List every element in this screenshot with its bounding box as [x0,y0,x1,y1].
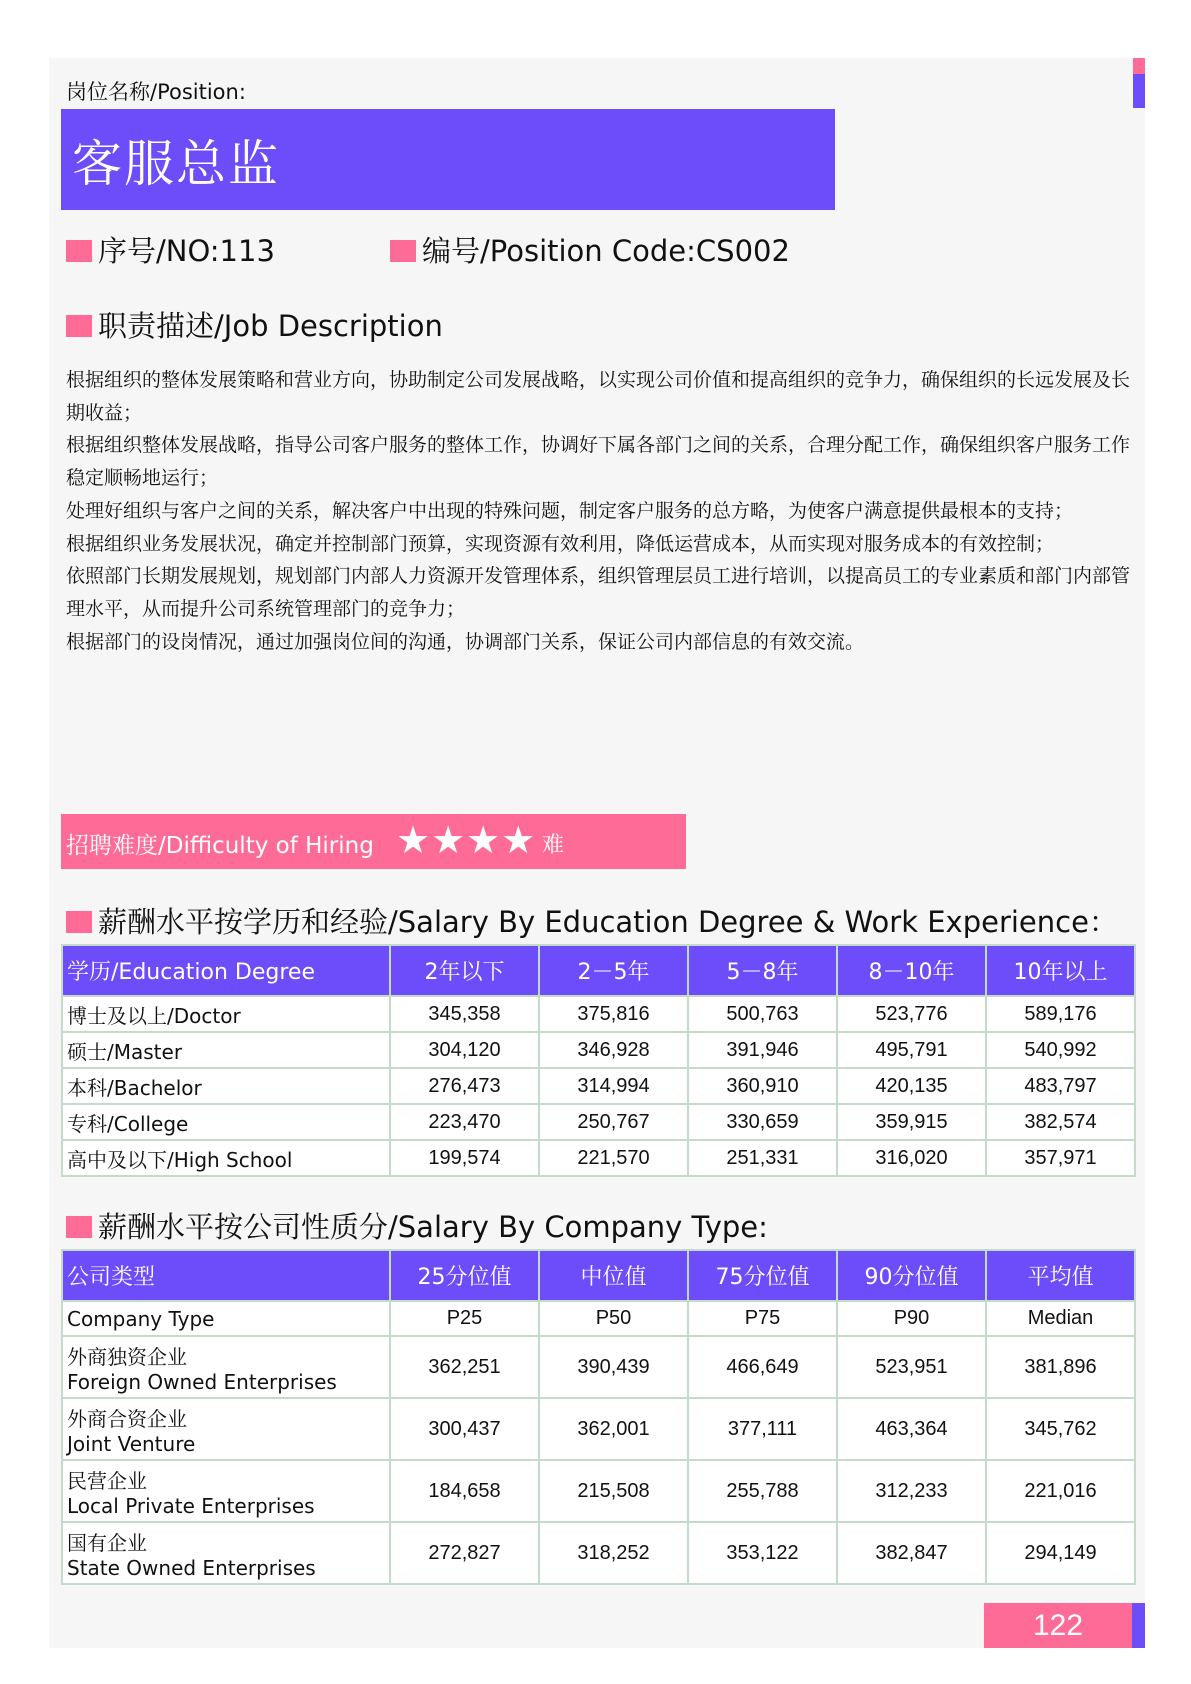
table-cell: 221,570 [539,1140,688,1176]
table-cell: 523,776 [837,996,986,1032]
job-description-heading [66,304,443,345]
page-number-accent [1132,1603,1145,1648]
column-header: 学历/Education Degree [62,945,390,996]
column-header: 90分位值 [837,1250,986,1301]
description-line: 处理好组织与客户之间的关系，解决客户中出现的特殊问题，制定客户服务的总方略，为使客户满意提供最根本的支持； [66,499,1074,522]
salary-education-heading [66,900,1118,941]
table-cell: 420,135 [837,1068,986,1104]
table-row [62,1522,1135,1584]
table-cell: 362,001 [539,1398,688,1460]
salary-education-table [61,944,1136,1177]
table-cell: 463,364 [837,1398,986,1460]
salary-company-heading-text: 薪酬水平按公司性质分/Salary By Company Type: [98,1210,768,1244]
table-cell: 523,951 [837,1336,986,1398]
position-label: 岗位名称/Position: [66,80,246,104]
column-header: 10年以上 [986,945,1135,996]
description-line: 根据组织的整体发展策略和营业方向，协助制定公司发展战略，以实现公司价值和提高组织的竞争力，确保组织的长远发展及长期收益； [66,369,1131,424]
column-header: 75分位值 [688,1250,837,1301]
corner-accent-pink [1133,58,1145,74]
salary-company-heading [66,1205,768,1246]
position-number [66,229,275,270]
table-cell: 466,649 [688,1336,837,1398]
table-row [62,1460,1135,1522]
table-cell: 314,994 [539,1068,688,1104]
table-cell: 500,763 [688,996,837,1032]
position-number-text: 序号/NO:113 [98,234,275,268]
table-cell: 377,111 [688,1398,837,1460]
table-header-row [62,1250,1135,1301]
table-cell: 255,788 [688,1460,837,1522]
row-label-en: Local Private Enterprises [67,1493,315,1518]
table-cell: 483,797 [986,1068,1135,1104]
description-line: 根据组织整体发展战略，指导公司客户服务的整体工作，协调好下属各部门之间的关系，合理分配工作，确保组织客户服务工作稳定顺畅地运行； [66,434,1131,490]
table-cell: 346,928 [539,1032,688,1068]
corner-accent-purple [1133,74,1145,108]
position-code [390,229,790,270]
row-label [62,1522,390,1584]
table-header-row [62,945,1135,996]
table-cell: 199,574 [390,1140,539,1176]
bullet-square-icon [390,240,416,262]
table-cell: 345,762 [986,1398,1135,1460]
table-row [62,1032,1135,1068]
table-cell: 345,358 [390,996,539,1032]
table-cell: 223,470 [390,1104,539,1140]
bullet-square-icon [66,240,92,262]
table-cell: 251,331 [688,1140,837,1176]
column-header: 2年以下 [390,945,539,996]
table-cell: 360,910 [688,1068,837,1104]
table-cell: 250,767 [539,1104,688,1140]
row-label-cn: 外商独资企业 [67,1344,187,1369]
table-cell: 382,574 [986,1104,1135,1140]
table-cell: 589,176 [986,996,1135,1032]
page-number: 122 [1032,1609,1084,1642]
column-header: 公司类型 [62,1250,390,1301]
description-line: 根据部门的设岗情况，通过加强岗位间的沟通，协调部门关系，保证公司内部信息的有效交流。 [66,630,865,653]
table-cell: 357,971 [986,1140,1135,1176]
star-rating-icon: ★★★★ [396,818,537,862]
table-row [62,1336,1135,1398]
table-cell: 184,658 [390,1460,539,1522]
table-cell: 390,439 [539,1336,688,1398]
salary-education-heading-text: 薪酬水平按学历和经验/Salary By Education Degree & Work Experience： [98,905,1118,939]
row-label-cn: 外商合资企业 [67,1406,187,1431]
description-line: 依照部门长期发展规划，规划部门内部人力资源开发管理体系，组织管理层员工进行培训，以提高员工的专业素质和部门内部管理水平，从而提升公司系统管理部门的竞争力； [66,565,1131,620]
table-cell: 540,992 [986,1032,1135,1068]
page-title: 客服总监 [72,135,280,193]
row-label-en: Joint Venture [67,1431,196,1456]
table-cell: 391,946 [688,1032,837,1068]
row-label: Company Type [62,1301,390,1336]
row-label: 高中及以下/High School [62,1140,390,1176]
table-cell: 318,252 [539,1522,688,1584]
row-label [62,1460,390,1522]
table-cell: 221,016 [986,1460,1135,1522]
table-row [62,1398,1135,1460]
table-cell: 362,251 [390,1336,539,1398]
table-cell: 375,816 [539,996,688,1032]
hiring-difficulty-label: 招聘难度/Difficulty of Hiring [66,833,374,859]
row-label-en: State Owned Enterprises [67,1555,316,1580]
column-header: 平均值 [986,1250,1135,1301]
table-cell: P75 [688,1301,837,1336]
row-label: 硕士/Master [62,1032,390,1068]
row-label-cn: 国有企业 [67,1530,147,1555]
bullet-square-icon [66,315,92,337]
table-cell: Median [986,1301,1135,1336]
bullet-square-icon [66,1216,92,1238]
table-subheader-row [62,1301,1135,1336]
table-cell: 381,896 [986,1336,1135,1398]
table-cell: 312,233 [837,1460,986,1522]
table-cell: 330,659 [688,1104,837,1140]
table-cell: 495,791 [837,1032,986,1068]
table-row [62,1140,1135,1176]
column-header: 5－8年 [688,945,837,996]
row-label: 本科/Bachelor [62,1068,390,1104]
row-label: 博士及以上/Doctor [62,996,390,1032]
table-cell: P25 [390,1301,539,1336]
table-cell: 359,915 [837,1104,986,1140]
column-header: 中位值 [539,1250,688,1301]
table-cell: 304,120 [390,1032,539,1068]
bullet-square-icon [66,911,92,933]
table-cell: P50 [539,1301,688,1336]
table-cell: 215,508 [539,1460,688,1522]
row-label [62,1336,390,1398]
column-header: 2－5年 [539,945,688,996]
hiring-difficulty-level: 难 [542,833,565,858]
row-label: 专科/College [62,1104,390,1140]
salary-company-table [61,1249,1136,1585]
description-line: 根据组织业务发展状况，确定并控制部门预算，实现资源有效利用，降低运营成本，从而实现对服务成本的有效控制； [66,532,1055,555]
table-cell: 353,122 [688,1522,837,1584]
table-row [62,1104,1135,1140]
table-cell: 272,827 [390,1522,539,1584]
table-row [62,1068,1135,1104]
row-label-cn: 民营企业 [67,1468,147,1493]
table-cell: 316,020 [837,1140,986,1176]
position-code-text: 编号/Position Code:CS002 [422,234,790,268]
table-cell: 294,149 [986,1522,1135,1584]
column-header: 8－10年 [837,945,986,996]
table-cell: 300,437 [390,1398,539,1460]
row-label-en: Foreign Owned Enterprises [67,1369,337,1394]
row-label [62,1398,390,1460]
job-description-heading-text: 职责描述/Job Description [98,309,443,343]
table-cell: 276,473 [390,1068,539,1104]
job-description-body [66,364,1136,658]
table-cell: 382,847 [837,1522,986,1584]
table-cell: P90 [837,1301,986,1336]
column-header: 25分位值 [390,1250,539,1301]
table-row [62,996,1135,1032]
